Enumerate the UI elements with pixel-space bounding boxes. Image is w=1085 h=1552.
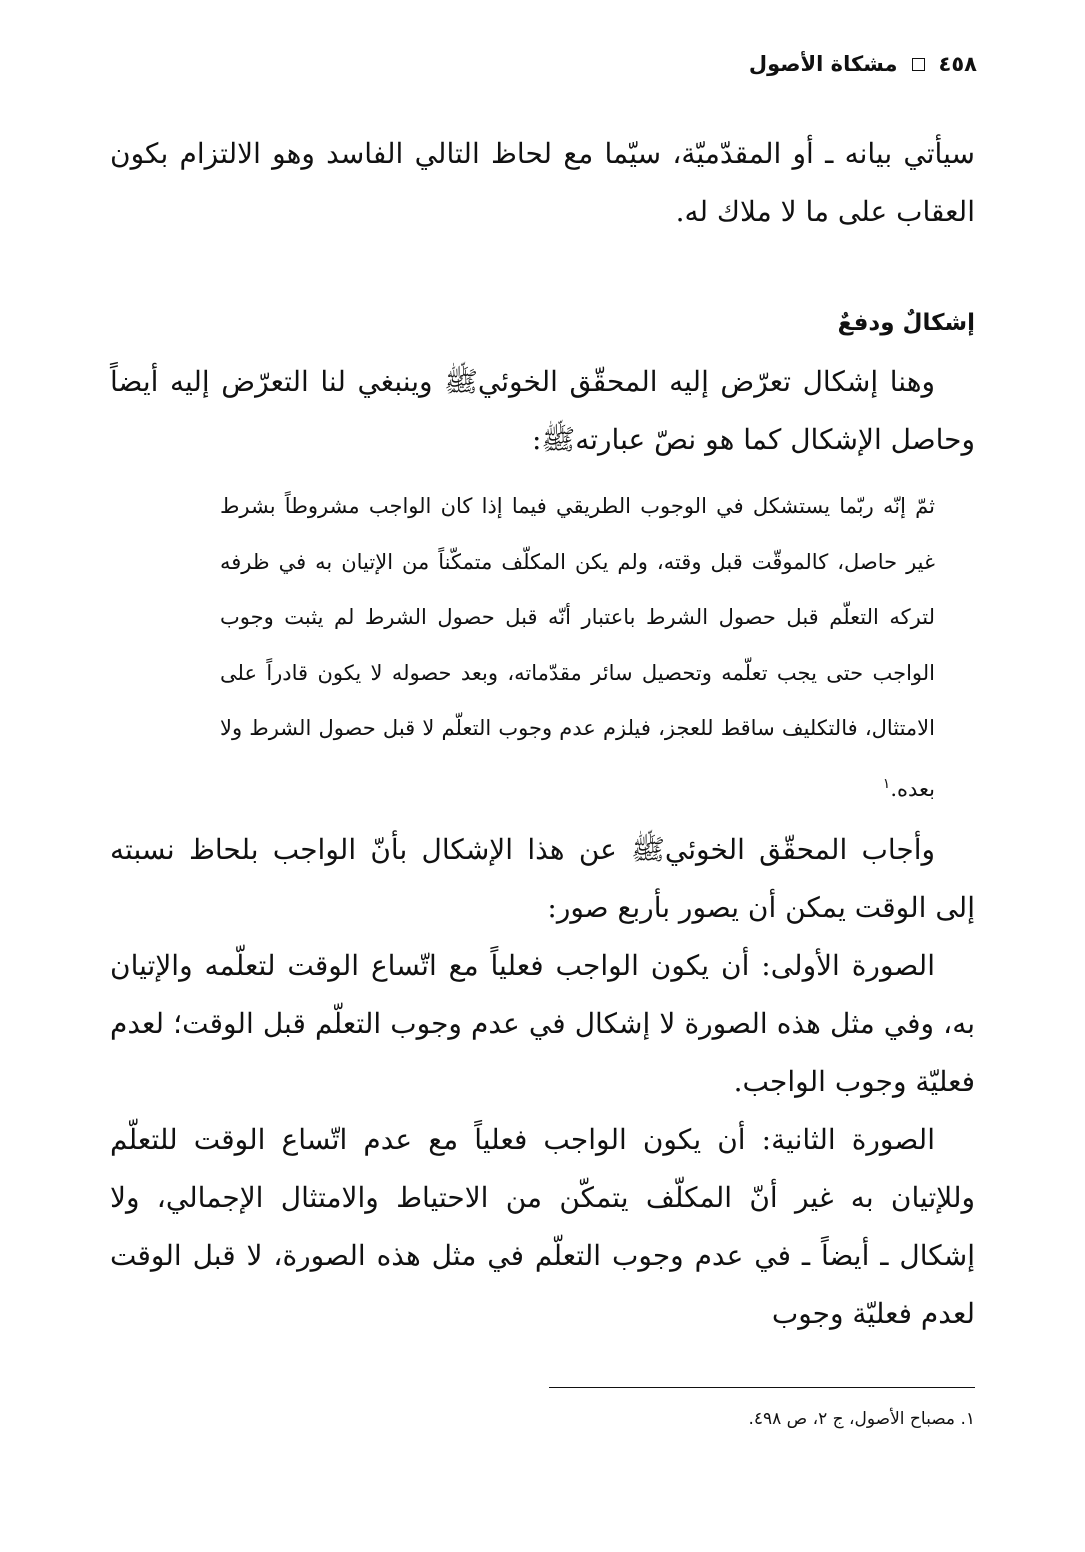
first-case-paragraph: الصورة الأولى: أن يكون الواجب فعلياً مع اتّساع الوقت لتعلّمه والإتيان به، وفي مثل هذه الصورة لا إشكال في عدم وجوب التعلّم قبل الوقت؛ لعدم فعليّة وجوب الواجب.: [110, 949, 975, 1098]
page-header: [749, 52, 977, 76]
page-body: [110, 125, 975, 1343]
answer-paragraph: وأجاب المحقّق الخوئيﷺ عن هذا الإشكال بأنّ الواجب بلحاظ نسبته إلى الوقت يمكن أن يصور بأربع صور:: [110, 833, 975, 924]
section-heading: إشكالٌ ودفعٌ: [837, 310, 975, 336]
page-number: ٤٥٨: [938, 52, 977, 76]
book-title: مشكاة الأصول: [748, 52, 898, 76]
footnote: ١. مصباح الأصول، ج ٢، ص ٤٩٨.: [748, 1409, 975, 1429]
footnote-divider: [549, 1387, 975, 1388]
footnote-marker: ١: [882, 775, 891, 792]
intro-paragraph: وهنا إشكال تعرّض إليه المحقّق الخوئيﷺ وينبغي لنا التعرّض إليه أيضاً وحاصل الإشكال كما هو نصّ عبارتهﷺ:: [110, 365, 975, 456]
quote-text: ثمّ إنّه ربّما يستشكل في الوجوب الطريقي فيما إذا كان الواجب مشروطاً بشرط غير حاصل، كالموقّت قبل وقته، ولم يكن المكلّف متمكّناً من الإتيان به في ظرفه لتركه التعلّم قبل حصول الشرط باعتبار أنّه قبل حصول الشرط لم يثبت وجوب الواجب حتى يجب تعلّمه وتحصيل سائر مقدّماته، وبعد حصوله لا يكون قادراً على الامتثال، فالتكليف ساقط للعجز، فيلزم عدم وجوب التعلّم لا قبل حصول الشرط ولا بعده.: [220, 494, 935, 801]
block-quote: [220, 479, 935, 817]
paragraph-continued: سيأتي بيانه ـ أو المقدّميّة، سيّما مع لحاظ التالي الفاسد وهو الالتزام بكون العقاب على ما لا ملاك له.: [110, 137, 975, 228]
second-case-paragraph: الصورة الثانية: أن يكون الواجب فعلياً مع عدم اتّساع الوقت للتعلّم وللإتيان به غير أنّ المكلّف يتمكّن من الاحتياط والامتثال الإجمالي، ولا إشكال ـ أيضاً ـ في عدم وجوب التعلّم في مثل هذه الصورة، لا قبل الوقت لعدم فعليّة وجوب: [110, 1123, 975, 1330]
header-separator-box: [912, 58, 925, 71]
